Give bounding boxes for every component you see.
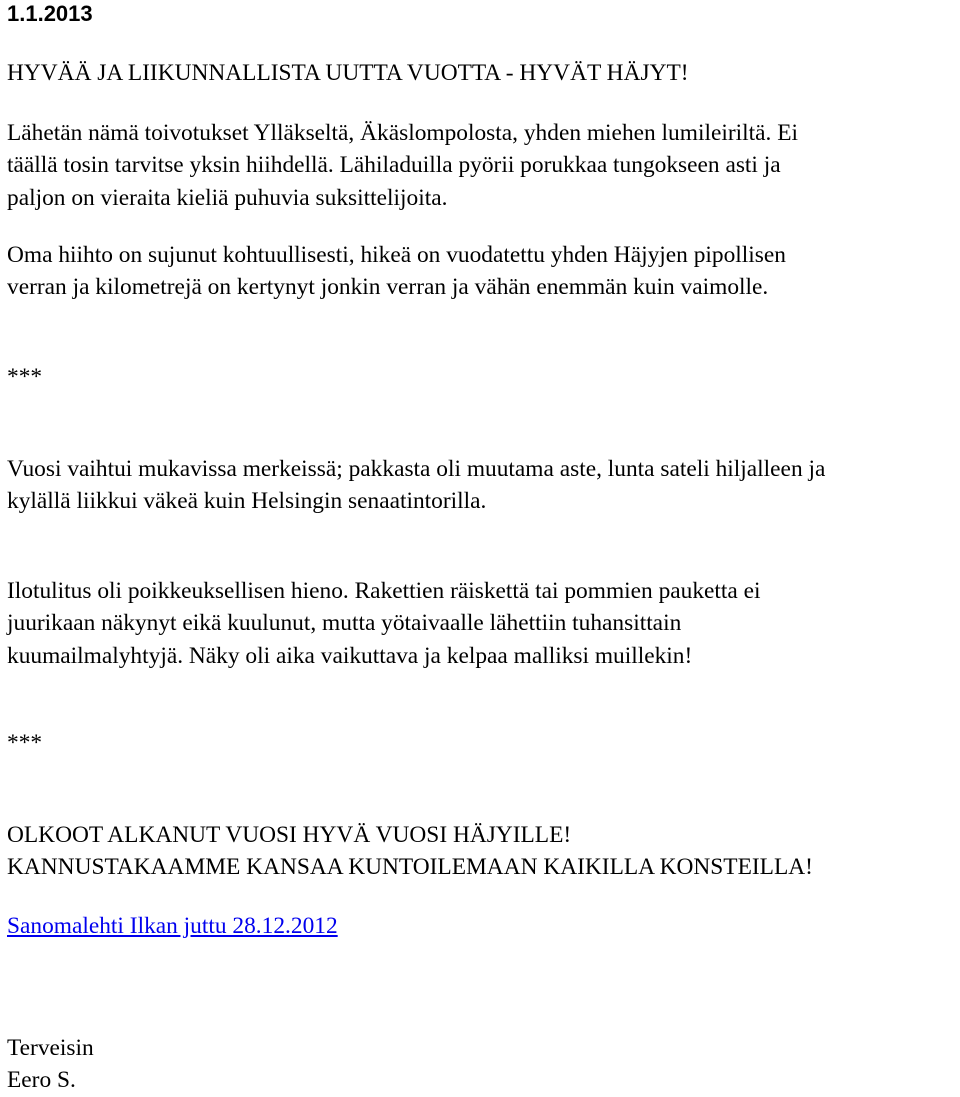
article-link-row	[7, 910, 338, 942]
paragraph-greetings	[7, 117, 798, 214]
slogan-line: KANNUSTAKAAMME KANSAA KUNTOILEMAAN KAIKILLA KONSTEILLA!	[7, 854, 813, 881]
paragraph-line: kylällä liikkui väkeä kuin Helsingin senaatintorilla.	[7, 488, 487, 515]
signature-greeting: Terveisin	[7, 1035, 94, 1061]
paragraph-fireworks	[7, 575, 761, 672]
closing-slogans	[7, 819, 813, 884]
paragraph-line: kuumailmalyhtyjä. Näky oli aika vaikuttava ja kelpaa malliksi muillekin!	[7, 642, 693, 669]
section-separator: ***	[7, 730, 43, 756]
paragraph-line: Vuosi vaihtui mukavissa merkeissä; pakkasta oli muutama aste, lunta sateli hiljalleen ja	[7, 456, 826, 482]
paragraph-line: juurikaan näkynyt eikä kuulunut, mutta yötaivaalle lähettiin tuhansittain	[7, 610, 682, 637]
paragraph-skiing	[7, 239, 786, 304]
paragraph-line: verran ja kilometrejä on kertynyt jonkin verran ja vähän enemmän kuin vaimolle.	[7, 274, 769, 301]
paragraph-line: täällä tosin tarvitse yksin hiihdellä. Lähiladuilla pyörii porukkaa tungokseen asti ja	[7, 152, 781, 179]
paragraph-new-year	[7, 453, 825, 518]
signature	[7, 1032, 94, 1097]
signature-name: Eero S.	[7, 1067, 76, 1094]
paragraph-line: paljon on vieraita kieliä puhuvia suksittelijoita.	[7, 184, 448, 211]
headline-text: HYVÄÄ JA LIIKUNNALLISTA UUTTA VUOTTA - HYVÄT HÄJYT!	[7, 60, 689, 86]
paragraph-line: Ilotulitus oli poikkeuksellisen hieno. Rakettien räiskettä tai pommien pauketta ei	[7, 578, 761, 604]
post-headline	[7, 57, 689, 89]
section-separator: ***	[7, 364, 43, 390]
slogan-line: OLKOOT ALKANUT VUOSI HYVÄ VUOSI HÄJYILLE!	[7, 822, 572, 848]
paragraph-line: Lähetän nämä toivotukset Ylläkseltä, Äkäslompolosta, yhden miehen lumileiriltä. Ei	[7, 120, 798, 146]
paragraph-line: Oma hiihto on sujunut kohtuullisesti, hikeä on vuodatettu yhden Häjyjen pipollisen	[7, 242, 786, 268]
newspaper-article-link[interactable]: Sanomalehti Ilkan juttu 28.12.2012	[7, 913, 338, 939]
post-date: 1.1.2013	[7, 1, 93, 26]
